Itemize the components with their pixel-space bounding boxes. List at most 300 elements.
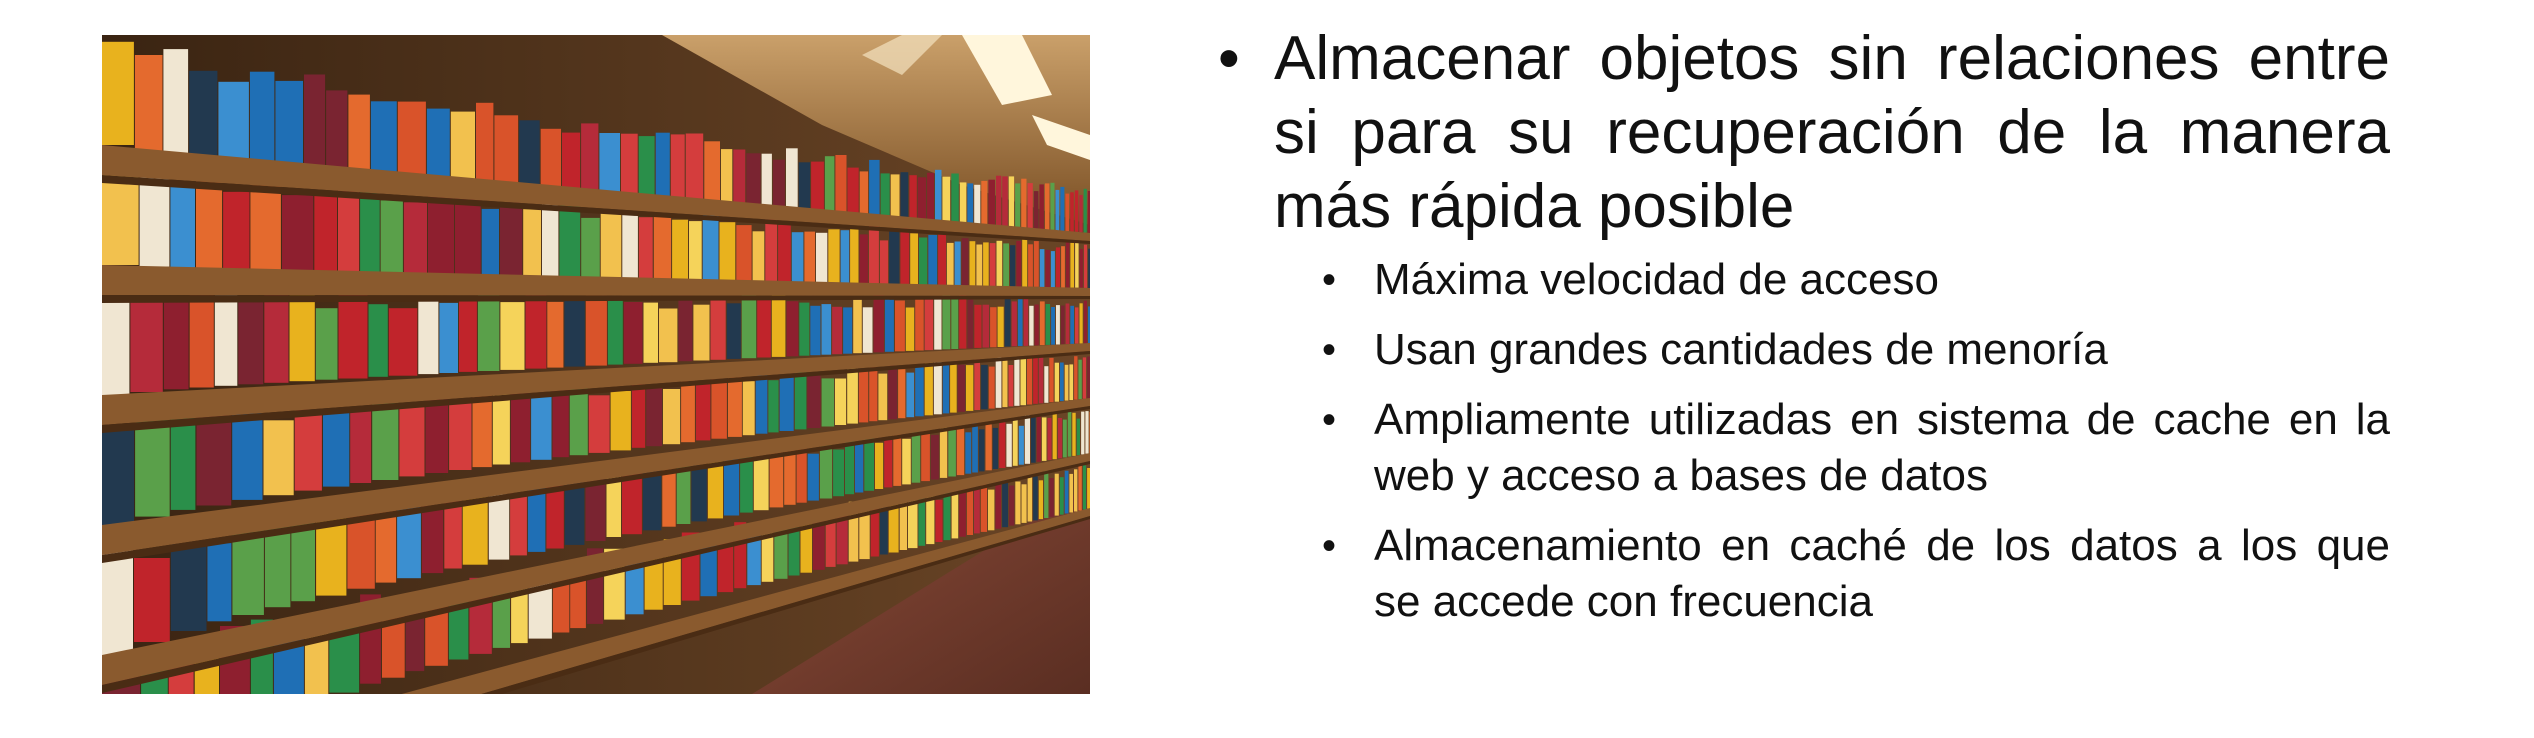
book-spine <box>808 454 819 501</box>
book-spine <box>624 302 643 364</box>
book-spine <box>500 302 524 370</box>
book-spine <box>720 222 736 281</box>
book-spine <box>950 362 957 412</box>
book-spine <box>918 498 925 546</box>
book-spine <box>878 374 887 421</box>
book-spine <box>974 487 980 533</box>
book-spine <box>825 156 835 213</box>
book-spine <box>1028 183 1033 228</box>
book-spine <box>822 304 832 355</box>
book-spine <box>691 465 706 521</box>
book-spine <box>869 160 880 217</box>
book-spine <box>238 302 263 384</box>
book-spine <box>962 238 969 285</box>
book-spine <box>943 364 949 414</box>
book-spine <box>881 173 890 217</box>
book-spine <box>170 183 195 268</box>
book-spine <box>835 379 846 426</box>
book-spine <box>589 395 610 453</box>
book-spine <box>1055 363 1059 402</box>
book-spine <box>404 202 427 274</box>
book-spine <box>1084 301 1087 344</box>
book-spine <box>855 443 863 493</box>
sub-bullet <box>1210 252 2390 308</box>
bookshelf-illustration <box>102 35 1090 694</box>
book-spine <box>727 303 741 359</box>
book-spine <box>979 429 985 471</box>
book-spine <box>989 367 995 409</box>
book-spine <box>1029 306 1033 346</box>
book-spine <box>891 174 900 218</box>
book-spine <box>1031 416 1036 462</box>
book-spine <box>478 293 500 371</box>
book-spine <box>1049 478 1053 517</box>
book-spine <box>163 49 188 154</box>
book-spine <box>1066 242 1070 287</box>
book-spine <box>102 173 139 265</box>
book-spine <box>586 291 607 366</box>
book-spine <box>811 162 824 213</box>
book-spine <box>974 305 981 348</box>
book-spine <box>1028 476 1033 522</box>
sub-bullet-text: Máxima velocidad de acceso <box>1374 255 1939 304</box>
book-spine <box>958 365 965 412</box>
book-spine <box>1075 307 1079 343</box>
book-spine <box>850 229 858 284</box>
book-spine <box>164 296 189 389</box>
book-spine <box>768 380 778 432</box>
book-spine <box>996 357 1002 407</box>
book-spine <box>449 402 471 470</box>
book-spine <box>526 294 547 369</box>
book-spine <box>1027 357 1032 404</box>
book-spine <box>935 170 942 222</box>
book-spine <box>765 217 777 282</box>
book-spine <box>970 241 976 286</box>
book-spine <box>926 495 934 544</box>
book-spine <box>1033 476 1038 520</box>
book-spine <box>1075 190 1079 232</box>
book-spine <box>927 173 934 221</box>
book-spine <box>863 307 873 353</box>
book-spine <box>938 234 946 285</box>
book-spine <box>820 443 832 499</box>
book-spine <box>1078 464 1081 510</box>
book-spine <box>981 365 988 409</box>
book-spine <box>912 429 921 482</box>
book-spine <box>601 210 622 278</box>
book-spine <box>1078 360 1081 400</box>
book-spine <box>721 149 732 205</box>
book-spine <box>951 296 958 349</box>
slide-text <box>1210 22 2390 644</box>
book-spine <box>778 225 791 282</box>
book-spine <box>547 302 563 368</box>
book-spine <box>795 370 807 429</box>
book-spine <box>1014 357 1019 406</box>
book-spine <box>1077 419 1080 456</box>
bullet-dot: • <box>1322 328 1337 372</box>
book-spine <box>910 233 918 284</box>
book-spine <box>565 481 585 545</box>
book-spine <box>959 295 966 349</box>
book-spine <box>1080 249 1083 288</box>
book-spine <box>742 294 757 358</box>
book-spine <box>944 492 951 540</box>
sub-bullet-text: Almacenamiento en caché de los datos a los que se accede con frecuencia <box>1374 521 2390 626</box>
book-spine <box>250 183 281 270</box>
book-spine <box>880 240 888 284</box>
book-spine <box>681 378 695 442</box>
book-spine <box>792 232 804 282</box>
book-spine <box>422 506 443 573</box>
book-spine <box>1070 306 1074 344</box>
book-spine <box>733 150 745 207</box>
book-spine <box>1002 359 1007 407</box>
book-spine <box>948 428 956 477</box>
book-spine <box>1061 306 1065 345</box>
main-bullet-text: Almacenar objetos sin relaciones entre si para su recuperación de la manera más rápida posible <box>1274 24 2390 241</box>
book-spine <box>998 307 1004 347</box>
book-spine <box>323 409 349 487</box>
book-spine <box>967 183 973 224</box>
sub-bullet <box>1210 518 2390 630</box>
book-spine <box>728 375 742 437</box>
book-spine <box>189 71 217 158</box>
book-spine <box>1070 192 1074 231</box>
book-spine <box>976 245 982 286</box>
book-spine <box>772 292 786 357</box>
book-spine <box>451 112 475 184</box>
book-spine <box>562 133 580 193</box>
book-spine <box>1009 486 1014 526</box>
book-spine <box>983 242 989 286</box>
book-spine <box>1084 189 1087 233</box>
book-spine <box>459 298 477 372</box>
book-spine <box>997 241 1003 286</box>
book-spine <box>264 290 288 383</box>
book-spine <box>223 192 249 269</box>
book-spine <box>1028 244 1033 287</box>
book-spine <box>957 428 964 475</box>
book-spine <box>541 129 561 191</box>
book-spine <box>934 361 942 414</box>
book-spine <box>981 181 987 225</box>
book-spine <box>799 162 810 211</box>
book-spine <box>799 303 809 356</box>
book-spine <box>1056 190 1060 231</box>
book-spine <box>704 141 720 204</box>
book-spine <box>1088 306 1090 343</box>
book-spine <box>1013 419 1018 466</box>
book-spine <box>381 200 403 273</box>
book-spine <box>1068 411 1072 456</box>
book-spine <box>928 235 937 285</box>
book-spine <box>1046 304 1051 345</box>
book-spine <box>1040 301 1045 345</box>
book-spine <box>915 367 924 417</box>
book-spine <box>1060 187 1064 231</box>
book-spine <box>947 243 954 285</box>
bookshelf-image <box>102 35 1090 694</box>
book-spine <box>1044 470 1048 518</box>
bullet-dot: • <box>1322 398 1337 442</box>
book-spine <box>901 172 909 219</box>
book-spine <box>1006 424 1011 467</box>
book-spine <box>1012 301 1017 346</box>
sub-bullet-text: Usan grandes cantidades de menoría <box>1374 325 2108 374</box>
book-spine <box>909 175 916 220</box>
book-spine <box>1069 474 1073 513</box>
book-spine <box>686 134 704 203</box>
book-spine <box>756 374 768 434</box>
book-spine <box>350 407 371 483</box>
book-spine <box>1015 482 1020 525</box>
sub-bullet-list <box>1210 252 2390 630</box>
book-spine <box>869 364 877 421</box>
book-spine <box>1060 477 1064 514</box>
book-spine <box>1033 354 1038 404</box>
book-spine <box>1035 305 1039 346</box>
main-bullet <box>1210 22 2390 244</box>
book-spine <box>942 296 950 350</box>
book-spine <box>743 381 755 435</box>
book-spine <box>888 362 897 419</box>
book-spine <box>1003 243 1009 286</box>
book-spine <box>1083 465 1086 509</box>
book-spine <box>906 308 914 351</box>
book-spine <box>1090 412 1091 453</box>
book-spine <box>1045 183 1050 229</box>
book-spine <box>1074 469 1077 511</box>
book-spine <box>559 205 580 278</box>
book-spine <box>546 485 563 548</box>
book-spine <box>608 295 623 364</box>
book-spine <box>952 494 959 538</box>
book-spine <box>1039 355 1044 404</box>
book-spine <box>134 558 170 642</box>
book-spine <box>874 294 884 352</box>
book-spine <box>990 307 997 347</box>
book-spine <box>1081 412 1084 455</box>
book-spine <box>1009 176 1014 227</box>
book-spine <box>599 133 620 196</box>
book-spine <box>935 500 942 542</box>
book-spine <box>398 102 426 179</box>
book-spine <box>853 299 862 353</box>
book-spine <box>1051 251 1055 287</box>
book-spine <box>915 299 924 351</box>
book-spine <box>1070 243 1074 288</box>
book-spine <box>1072 413 1075 456</box>
book-spine <box>639 217 653 279</box>
book-spine <box>966 365 973 411</box>
book-spine <box>810 306 820 355</box>
book-spine <box>988 490 994 531</box>
book-spine <box>1058 418 1062 458</box>
book-spine <box>489 494 509 559</box>
book-spine <box>369 304 388 377</box>
book-spine <box>696 384 711 441</box>
book-spine <box>102 42 134 145</box>
book-spine <box>553 389 569 458</box>
book-spine <box>622 213 638 279</box>
book-spine <box>314 191 337 272</box>
book-spine <box>1074 356 1077 399</box>
book-spine <box>942 177 950 223</box>
book-spine <box>102 426 134 525</box>
book-spine <box>1049 358 1053 402</box>
book-spine <box>427 109 450 182</box>
book-spine <box>753 231 765 281</box>
book-spine <box>898 369 905 418</box>
book-spine <box>1079 195 1082 232</box>
book-spine <box>990 243 996 286</box>
bullet-dot: • <box>1322 524 1337 568</box>
book-spine <box>282 195 313 271</box>
book-spine <box>1009 365 1014 406</box>
sub-bullet <box>1210 322 2390 378</box>
book-spine <box>965 432 971 473</box>
book-spine <box>360 191 380 273</box>
book-spine <box>1056 247 1060 287</box>
book-spine <box>1065 365 1069 401</box>
book-spine <box>656 133 670 201</box>
book-spine <box>693 305 709 361</box>
book-spine <box>816 233 827 283</box>
book-spine <box>659 309 677 363</box>
book-spine <box>918 177 926 220</box>
book-spine <box>754 458 769 511</box>
book-spine <box>439 303 458 373</box>
book-spine <box>786 148 798 210</box>
book-spine <box>654 216 671 280</box>
book-spine <box>1019 426 1024 465</box>
book-spine <box>218 82 249 161</box>
book-spine <box>389 308 418 376</box>
book-spine <box>196 179 222 269</box>
book-spine <box>476 103 493 186</box>
book-spine <box>1065 471 1069 514</box>
book-spine <box>841 230 850 283</box>
book-spine <box>995 484 1001 529</box>
book-spine <box>889 228 899 284</box>
book-spine <box>519 120 540 189</box>
book-spine <box>1061 246 1065 287</box>
book-spine <box>1015 183 1020 227</box>
book-spine <box>275 81 303 167</box>
book-spine <box>1083 357 1086 398</box>
book-spine <box>902 439 911 485</box>
book-spine <box>295 410 322 491</box>
book-spine <box>835 155 846 214</box>
book-spine <box>1066 304 1070 345</box>
book-spine <box>736 225 751 281</box>
book-spine <box>1060 363 1064 402</box>
book-spine <box>316 308 338 380</box>
book-spine <box>919 238 927 285</box>
book-spine <box>1025 414 1030 464</box>
book-spine <box>906 373 914 418</box>
book-spine <box>843 307 852 353</box>
book-spine <box>644 303 659 363</box>
book-spine <box>326 90 347 171</box>
book-spine <box>746 153 760 207</box>
book-spine <box>523 209 541 277</box>
book-spine <box>804 232 815 283</box>
book-spine <box>934 299 941 350</box>
book-spine <box>972 421 978 473</box>
book-spine <box>689 221 702 280</box>
book-spine <box>822 378 835 426</box>
book-spine <box>1005 298 1011 347</box>
book-spine <box>207 543 231 621</box>
book-spine <box>1065 194 1069 232</box>
book-spine <box>826 521 836 567</box>
sub-bullet-text: Ampliamente utilizadas en sistema de cache en la web y acceso a bases de datos <box>1374 395 2390 500</box>
book-spine <box>1080 303 1083 343</box>
book-spine <box>1002 176 1008 226</box>
book-spine <box>671 134 685 201</box>
book-spine <box>130 299 162 392</box>
book-spine <box>908 500 918 548</box>
book-spine <box>1034 191 1039 229</box>
book-spine <box>807 373 820 428</box>
book-spine <box>875 443 883 489</box>
book-spine <box>1055 474 1059 516</box>
book-spine <box>1044 366 1048 403</box>
book-spine <box>1075 243 1079 288</box>
book-spine <box>1051 307 1055 345</box>
book-spine <box>988 180 995 226</box>
book-spine <box>967 491 973 535</box>
book-spine <box>833 450 844 497</box>
book-spine <box>703 212 719 280</box>
book-spine <box>999 421 1005 468</box>
book-spine <box>1048 418 1052 460</box>
book-spine <box>860 171 868 216</box>
book-spine <box>773 160 785 210</box>
book-spine <box>885 299 894 352</box>
book-spine <box>770 452 784 507</box>
book-spine <box>663 389 680 444</box>
book-spine <box>678 293 692 361</box>
book-spine <box>639 136 655 199</box>
book-spine <box>1034 241 1039 287</box>
book-spine <box>757 298 771 357</box>
book-spine <box>996 176 1001 227</box>
book-spine <box>510 493 527 555</box>
book-spine <box>348 95 370 174</box>
book-spine <box>1088 191 1090 233</box>
book-spine <box>1085 411 1088 454</box>
book-spine <box>955 242 961 286</box>
book-spine <box>1050 183 1054 230</box>
book-spine <box>1087 468 1090 509</box>
bullet-dot: • <box>1322 258 1337 302</box>
book-spine <box>135 55 163 151</box>
book-spine <box>1053 412 1057 460</box>
book-spine <box>1039 480 1043 519</box>
book-spine <box>171 544 207 631</box>
book-spine <box>1088 249 1090 288</box>
book-spine <box>847 168 858 216</box>
book-spine <box>662 469 675 527</box>
book-spine <box>500 202 522 276</box>
book-spine <box>1016 241 1021 287</box>
book-spine <box>711 379 727 439</box>
book-spine <box>1022 484 1027 523</box>
